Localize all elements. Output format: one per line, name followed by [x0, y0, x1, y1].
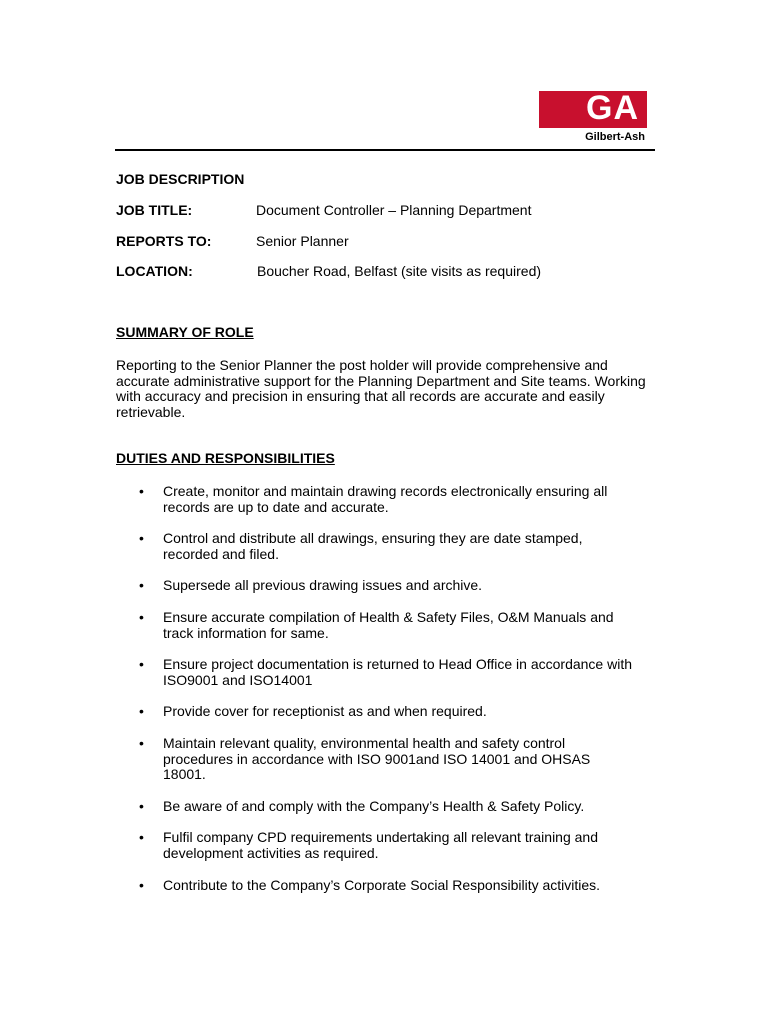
duty-text: Create, monitor and maintain drawing records electronically ensuring all records are up to date and accurate.: [163, 483, 608, 515]
list-item: [116, 610, 636, 641]
bullet-icon: •: [139, 577, 144, 594]
bullet-icon: •: [139, 829, 144, 846]
list-item: [116, 657, 636, 688]
list-item: [116, 704, 636, 720]
duty-text: Contribute to the Company’s Corporate Social Responsibility activities.: [163, 876, 601, 893]
list-item: [116, 830, 636, 861]
company-logo: [539, 91, 647, 143]
bullet-icon: •: [139, 797, 144, 814]
duty-text: Ensure accurate compilation of Health & Safety Files, O&M Manuals and track information for same.: [163, 608, 614, 641]
job-title-label: JOB TITLE:: [116, 202, 193, 218]
duties-title: DUTIES AND RESPONSIBILITIES: [116, 450, 335, 466]
list-item: [116, 578, 636, 594]
list-item: [116, 736, 636, 783]
summary-text: Reporting to the Senior Planner the post holder will provide comprehensive and accurate administrative support for the Planning Department and Site teams. Working with accuracy and precision in ensuring that all records are accurate and easily retrievable.: [116, 357, 646, 420]
logo-mark-box: [539, 91, 647, 128]
reports-to-label: REPORTS TO:: [116, 233, 212, 249]
header-divider: [115, 149, 655, 151]
list-item: [116, 484, 636, 515]
duty-text: Control and distribute all drawings, ensuring they are date stamped, recorded and filed.: [163, 530, 583, 562]
summary-title: SUMMARY OF ROLE: [116, 324, 254, 340]
document-heading: JOB DESCRIPTION: [116, 171, 245, 187]
bullet-icon: •: [139, 703, 144, 720]
duty-text: Provide cover for receptionist as and when required.: [163, 703, 487, 720]
duty-text: Be aware of and comply with the Company’s Health & Safety Policy.: [163, 797, 585, 814]
duty-text: Fulfil company CPD requirements undertaking all relevant training and development activities as required.: [163, 829, 598, 861]
job-title-value: Document Controller – Planning Department: [256, 202, 532, 218]
duty-text: Supersede all previous drawing issues and archive.: [163, 577, 483, 594]
logo-mark: GA: [586, 89, 639, 127]
logo-company-name: Gilbert-Ash: [585, 131, 645, 143]
location-label: LOCATION:: [116, 263, 193, 279]
bullet-icon: •: [139, 876, 144, 893]
duties-list: [116, 484, 636, 909]
duty-text: Maintain relevant quality, environmental health and safety control procedures in accordance with ISO 9001and ISO 14001 and OHSAS 18001.: [163, 734, 591, 783]
list-item: [116, 878, 636, 894]
bullet-icon: •: [139, 656, 144, 673]
reports-to-value: Senior Planner: [256, 233, 349, 249]
location-value: Boucher Road, Belfast (site visits as required): [257, 263, 542, 279]
duty-text: Ensure project documentation is returned to Head Office in accordance with ISO9001 and ISO14001: [163, 656, 632, 688]
bullet-icon: •: [139, 530, 144, 547]
bullet-icon: •: [139, 483, 144, 499]
list-item: [116, 799, 636, 815]
list-item: [116, 531, 636, 562]
bullet-icon: •: [139, 734, 144, 751]
bullet-icon: •: [139, 608, 144, 625]
